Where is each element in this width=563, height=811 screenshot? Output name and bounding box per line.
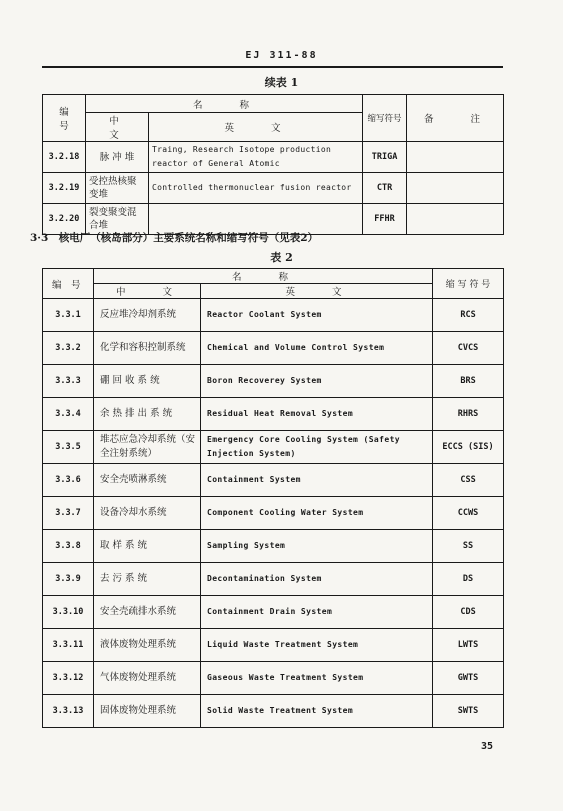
row-chinese-name: 安全壳疏排水系统 bbox=[94, 596, 201, 629]
row-abbreviation: SWTS bbox=[433, 695, 504, 728]
row-number: 3.3.7 bbox=[43, 497, 94, 530]
row-abbreviation: RHRS bbox=[433, 398, 504, 431]
row-abbreviation: GWTS bbox=[433, 662, 504, 695]
row-abbreviation: CDS bbox=[433, 596, 504, 629]
row-number: 3.3.5 bbox=[43, 431, 94, 464]
row-abbreviation: TRIGA bbox=[363, 142, 407, 173]
table-row bbox=[43, 431, 504, 464]
row-chinese-name: 硼 回 收 系 统 bbox=[94, 365, 201, 398]
row-remark bbox=[407, 142, 504, 173]
row-english-name: Reactor Coolant System bbox=[201, 299, 433, 332]
table2-header-number: 编 号 bbox=[43, 269, 94, 299]
row-english-name: Solid Waste Treatment System bbox=[201, 695, 433, 728]
row-abbreviation: ECCS (SIS) bbox=[433, 431, 504, 464]
table2-header-chinese: 中 文 bbox=[94, 284, 201, 299]
row-abbreviation: CSS bbox=[433, 464, 504, 497]
row-abbreviation: FFHR bbox=[363, 204, 407, 235]
table-row bbox=[43, 299, 504, 332]
row-chinese-name: 设备冷却水系统 bbox=[94, 497, 201, 530]
row-english-name: Containment Drain System bbox=[201, 596, 433, 629]
row-chinese-name: 脉 冲 堆 bbox=[86, 142, 149, 173]
row-chinese-name: 受控热核聚变堆 bbox=[86, 173, 149, 204]
row-abbreviation: CTR bbox=[363, 173, 407, 204]
table-row bbox=[43, 142, 504, 173]
row-chinese-name: 去 污 系 统 bbox=[94, 563, 201, 596]
row-abbreviation: LWTS bbox=[433, 629, 504, 662]
row-number: 3.3.8 bbox=[43, 530, 94, 563]
row-abbreviation: CCWS bbox=[433, 497, 504, 530]
row-english-name: Chemical and Volume Control System bbox=[201, 332, 433, 365]
row-chinese-name: 气体废物处理系统 bbox=[94, 662, 201, 695]
table1-title: 续表 1 bbox=[264, 76, 299, 89]
row-english-name: Containment System bbox=[201, 464, 433, 497]
table-row bbox=[43, 662, 504, 695]
row-number: 3.3.4 bbox=[43, 398, 94, 431]
row-english-name: Gaseous Waste Treatment System bbox=[201, 662, 433, 695]
table1-header-number: 编 号 bbox=[43, 95, 86, 142]
row-chinese-name: 裂变聚变混合堆 bbox=[86, 204, 149, 235]
row-chinese-name: 反应堆冷却剂系统 bbox=[94, 299, 201, 332]
row-number: 3.2.18 bbox=[43, 142, 86, 173]
row-chinese-name: 堆芯应急冷却系统（安全注射系统） bbox=[94, 431, 201, 464]
row-abbreviation: CVCS bbox=[433, 332, 504, 365]
table1-header-name: 名 称 bbox=[86, 95, 363, 113]
row-remark bbox=[407, 173, 504, 204]
row-english-name: Emergency Core Cooling System (Safety Injection System) bbox=[201, 431, 433, 464]
row-english-name: Controlled thermonuclear fusion reactor bbox=[149, 173, 363, 204]
table1-header-chinese: 中 文 bbox=[86, 113, 149, 142]
row-english-name: Liquid Waste Treatment System bbox=[201, 629, 433, 662]
row-number: 3.3.10 bbox=[43, 596, 94, 629]
row-number: 3.3.1 bbox=[43, 299, 94, 332]
table-row bbox=[43, 464, 504, 497]
table-row bbox=[43, 332, 504, 365]
table-row bbox=[43, 695, 504, 728]
row-english-name: Residual Heat Removal System bbox=[201, 398, 433, 431]
table-row bbox=[43, 365, 504, 398]
row-chinese-name: 余 热 排 出 系 统 bbox=[94, 398, 201, 431]
row-number: 3.2.19 bbox=[43, 173, 86, 204]
table2-header-abbr: 缩 写 符 号 bbox=[433, 269, 504, 299]
row-chinese-name: 取 样 系 统 bbox=[94, 530, 201, 563]
row-abbreviation: RCS bbox=[433, 299, 504, 332]
row-number: 3.3.11 bbox=[43, 629, 94, 662]
table1-header-abbr: 缩写符号 bbox=[363, 95, 407, 142]
row-english-name: Decontamination System bbox=[201, 563, 433, 596]
row-remark bbox=[407, 204, 504, 235]
table2-header-english: 英 文 bbox=[201, 284, 433, 299]
row-english-name: Component Cooling Water System bbox=[201, 497, 433, 530]
row-chinese-name: 化学和容积控制系统 bbox=[94, 332, 201, 365]
row-number: 3.3.2 bbox=[43, 332, 94, 365]
row-abbreviation: BRS bbox=[433, 365, 504, 398]
row-english-name: Sampling System bbox=[201, 530, 433, 563]
table-row bbox=[43, 629, 504, 662]
section-heading: 3·3 核电厂（核岛部分）主要系统名称和缩写符号（见表2） bbox=[30, 232, 319, 244]
table1 bbox=[42, 94, 504, 235]
row-number: 3.3.9 bbox=[43, 563, 94, 596]
table1-header-remark: 备 注 bbox=[407, 95, 504, 142]
row-number: 3.3.12 bbox=[43, 662, 94, 695]
table-row bbox=[43, 398, 504, 431]
table-row bbox=[43, 596, 504, 629]
table2-title: 表 2 bbox=[270, 251, 293, 264]
row-chinese-name: 安全壳喷淋系统 bbox=[94, 464, 201, 497]
table1-header-english: 英 文 bbox=[149, 113, 363, 142]
row-abbreviation: SS bbox=[433, 530, 504, 563]
row-abbreviation: DS bbox=[433, 563, 504, 596]
row-english-name: Boron Recoverey System bbox=[201, 365, 433, 398]
table-row bbox=[43, 530, 504, 563]
table2-header-name: 名 称 bbox=[94, 269, 433, 284]
row-number: 3.2.20 bbox=[43, 204, 86, 235]
header-rule bbox=[42, 66, 503, 68]
table-row bbox=[43, 563, 504, 596]
row-number: 3.3.6 bbox=[43, 464, 94, 497]
row-chinese-name: 固体废物处理系统 bbox=[94, 695, 201, 728]
document-code: EJ 311-88 bbox=[245, 50, 318, 61]
row-english-name: Traing, Research Isotope production reactor of General Atomic bbox=[149, 142, 363, 173]
page-number: 35 bbox=[481, 741, 494, 752]
table-row bbox=[43, 173, 504, 204]
table2 bbox=[42, 268, 504, 728]
table-row bbox=[43, 497, 504, 530]
row-number: 3.3.3 bbox=[43, 365, 94, 398]
row-number: 3.3.13 bbox=[43, 695, 94, 728]
row-chinese-name: 液体废物处理系统 bbox=[94, 629, 201, 662]
